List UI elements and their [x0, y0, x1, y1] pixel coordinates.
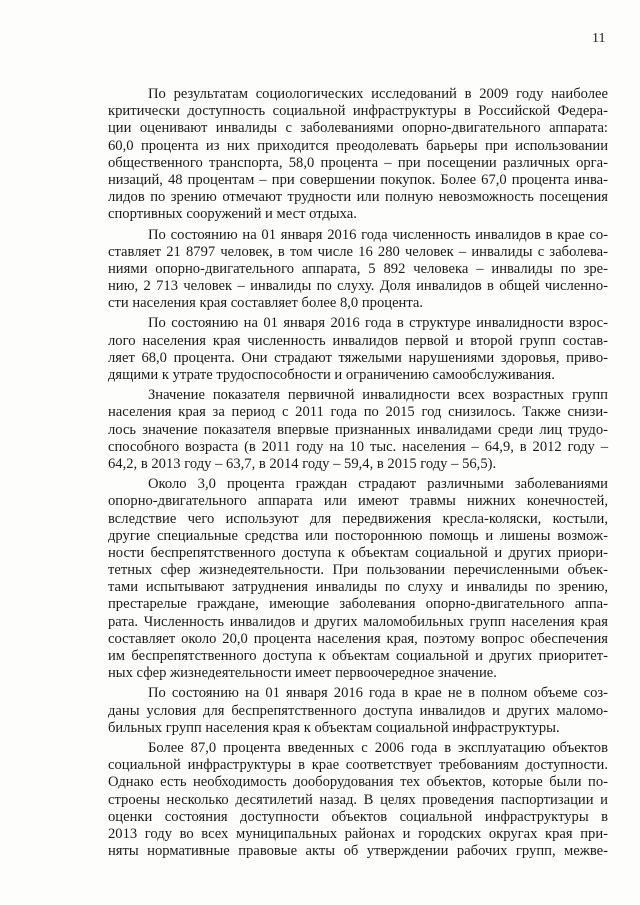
- text-line: сти населения края составляет более 8,0 процента.: [108, 295, 424, 312]
- text-line: Однако есть необходимость дооборудования тех объектов, которые были по-: [108, 774, 608, 791]
- text-line: престарелые граждане, имеющие заболевания опорно-двигательного аппа-: [108, 596, 608, 613]
- text-line: ниями опорно-двигательного аппарата, 5 892 человека – инвалиды по зре-: [108, 260, 608, 277]
- text-line: Значение показателя первичной инвалидности всех возрастных групп: [148, 387, 608, 404]
- paragraph: [108, 86, 608, 224]
- text-line: социальной инфраструктуры в крае соответствует требованиям доступности.: [108, 757, 608, 774]
- text-line: вследствие чего используют для передвижения кресла-коляски, костыли,: [108, 510, 608, 527]
- text-line: ции оценивают инвалиды с заболеваниями опорно-двигательного аппарата:: [108, 120, 608, 137]
- text-line: низаций, 48 процентам – при совершении покупок. Более 67,0 процента инва-: [108, 171, 608, 188]
- text-line: лось значение показателя впервые признанных инвалидами среди лиц трудо-: [108, 421, 608, 438]
- text-line: оценки состояния доступности объектов социальной инфраструктуры в: [108, 808, 608, 825]
- text-line: По состоянию на 01 января 2016 года численность инвалидов в крае со-: [148, 226, 608, 243]
- paragraph: [108, 387, 608, 473]
- text-line: тетных сфер жизнедеятельности. При пользовании перечисленными объек-: [108, 562, 608, 579]
- text-line: ных сфер жизнедеятельности имеет первоочередное значение.: [108, 665, 497, 682]
- text-line: бильных групп населения края к объектам социальной инфраструктуры.: [108, 719, 560, 736]
- text-line: общественного транспорта, 58,0 процента – при посещении различных орга-: [108, 154, 608, 171]
- paragraph: [108, 740, 608, 860]
- text-line: тами испытывают затруднения инвалиды по слуху и инвалиды по зрению,: [108, 579, 608, 596]
- text-line: населения края за период с 2011 года по 2015 год снизилось. Также снизи-: [108, 404, 608, 421]
- text-line: другие специальные средства или постороннюю помощь и лишены возмож-: [108, 527, 608, 544]
- text-line: Около 3,0 процента граждан страдают различными заболеваниями: [148, 476, 608, 493]
- text-line: няты нормативные правовые акты об утверждении рабочих групп, межве-: [108, 843, 608, 860]
- text-line: лидов по зрению отмечают трудности или полную невозможность посещения: [108, 189, 608, 206]
- text-line: лого населения края численность инвалидов первой и второй групп состав-: [108, 332, 608, 349]
- paragraph: [108, 476, 608, 682]
- text-line: Более 87,0 процента введенных с 2006 года в эксплуатацию объектов: [148, 739, 608, 756]
- text-line: строены несколько десятилетий назад. В целях проведения паспортизации и: [108, 791, 608, 808]
- text-line: рата. Численность инвалидов и других маломобильных групп населения края: [108, 613, 608, 630]
- text-line: ляет 68,0 процента. Они страдают тяжелыми нарушениями здоровья, приво-: [108, 349, 608, 366]
- text-line: даны условия для беспрепятственного доступа инвалидов и других маломо-: [108, 702, 608, 719]
- text-line: составляет около 20,0 процента населения края, поэтому вопрос обеспечения: [108, 630, 608, 647]
- paragraph: [108, 227, 608, 313]
- text-line: спортивных сооружений и мест отдыха.: [108, 206, 357, 223]
- text-line: им беспрепятственного доступа к объектам социальной и других приоритет-: [108, 648, 608, 664]
- paragraph: [108, 315, 608, 384]
- text-line: По состоянию на 01 января 2016 года в крае не в полном объеме соз-: [148, 685, 608, 702]
- text-line: 60,0 процента из них приходится преодолевать барьеры при использовании: [108, 137, 608, 154]
- text-line: По результатам социологических исследований в 2009 году наиболее: [148, 86, 608, 102]
- text-line: 64,2, в 2013 году – 63,7, в 2014 году – 59,4, в 2015 году – 56,5).: [108, 455, 497, 472]
- body-text: [108, 86, 608, 863]
- text-line: ставляет 21 8797 человек, в том числе 16 280 человек – инвалиды с заболева-: [108, 243, 608, 260]
- paragraph: [108, 685, 608, 737]
- text-line: ности беспрепятственного доступа к объектам социальной и других приори-: [108, 544, 608, 561]
- text-line: способного возраста (в 2011 году на 10 тыс. населения – 64,9, в 2012 году –: [108, 438, 608, 455]
- text-line: 2013 году во всех муниципальных районах и городских округах края при-: [108, 825, 608, 842]
- text-line: нию, 2 713 человек – инвалиды по слуху. Доля инвалидов в общей численно-: [108, 278, 608, 295]
- text-line: опорно-двигательного аппарата или имеют травмы нижних конечностей,: [108, 493, 608, 510]
- text-line: По состоянию на 01 января 2016 года в структуре инвалидности взрос-: [148, 315, 608, 332]
- page-number: 11: [592, 31, 606, 46]
- text-line: дящими к утрате трудоспособности и ограничению самообслуживания.: [108, 367, 555, 383]
- text-line: критически доступность социальной инфраструктуры в Российской Федера-: [108, 103, 608, 120]
